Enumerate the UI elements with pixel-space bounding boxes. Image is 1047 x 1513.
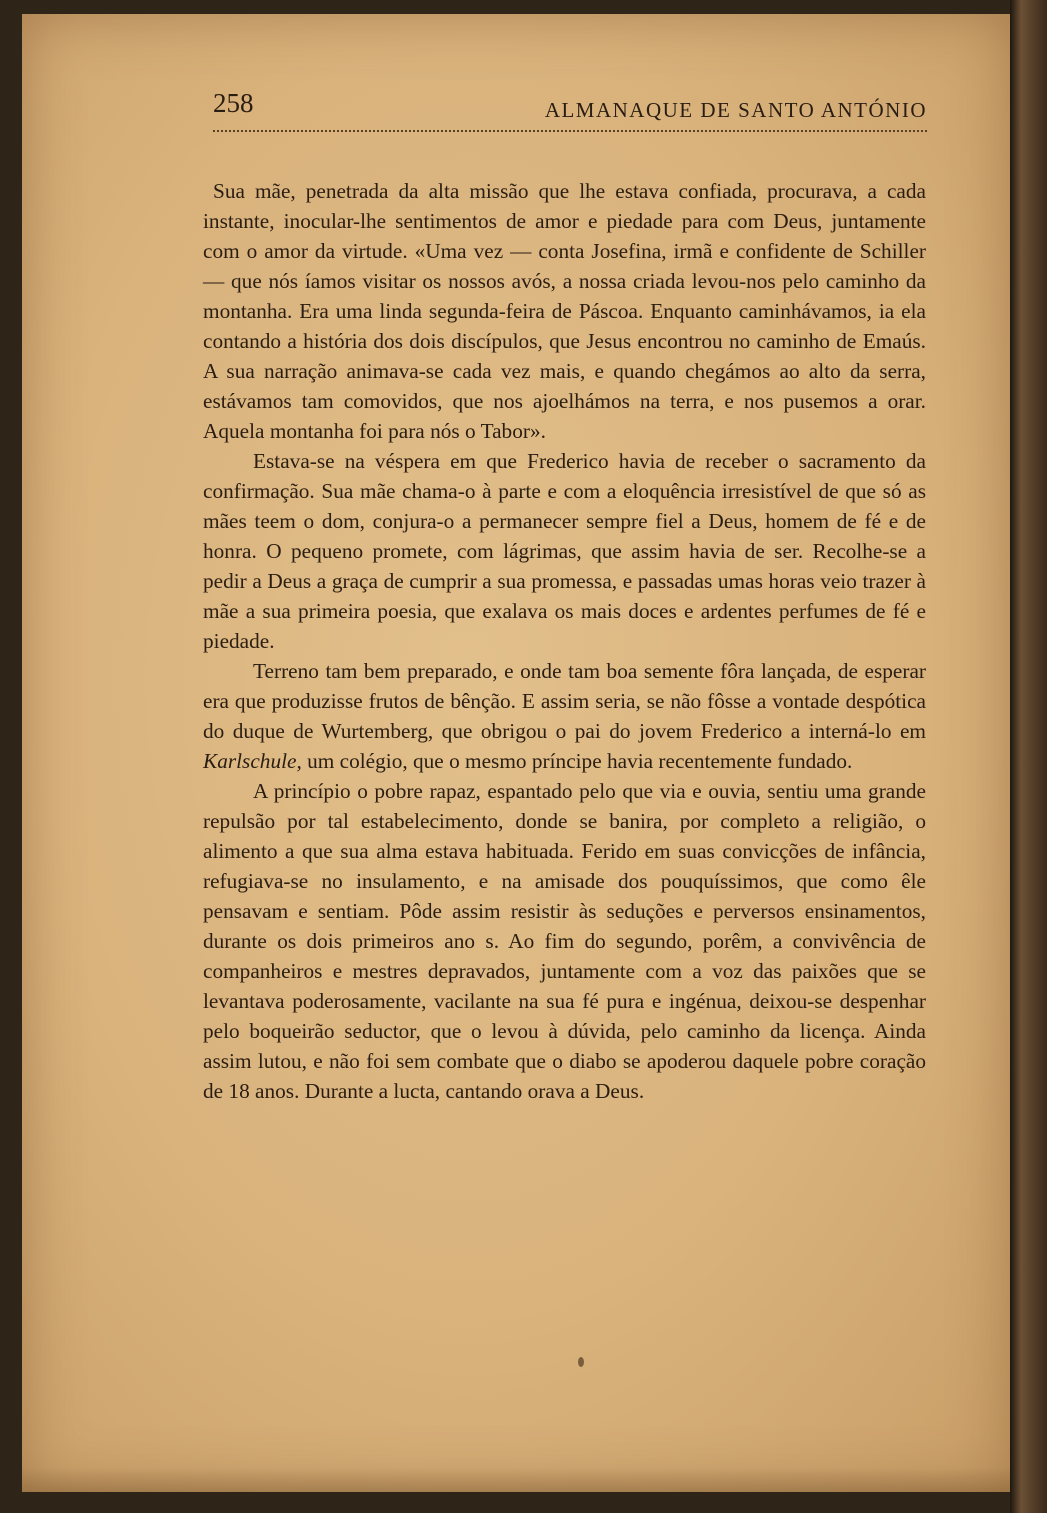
page-number: 258	[213, 88, 254, 118]
page-header	[213, 86, 927, 126]
paragraph-1: Sua mãe, penetrada da alta missão que lhe estava confiada, procurava, a cada instante, inocular-lhe sentimentos de amor e piedade para com Deus, juntamente com o amor da virtude. «Uma vez — conta Josefina, irmã e confidente de Schiller — que nós íamos visitar os nossos avós, a nossa criada levou-nos pelo caminho da montanha. Era uma linda segunda-feira de Páscoa. Enquanto caminhávamos, ia ela contando a história dos dois discípulos, que Jesus encontrou no caminho de Emaús. A sua narração animava-se cada vez mais, e quando chegámos ao alto da serra, estávamos tam comovidos, que nos ajoelhámos na terra, e nos pusemos a orar. Aquela montanha foi para nós o Tabor».	[203, 179, 926, 443]
paragraph-4: A princípio o pobre rapaz, espantado pelo que via e ouvia, sentiu uma grande repulsão por tal estabelecimento, donde se banira, por completo a religião, o alimento a que sua alma estava habituada. Ferido em suas convicções de infância, refugiava-se no insulamento, e na amisade dos pouquíssimos, que como êle pensavam e sentiam. Pôde assim resistir às seduções e perversos ensinamentos, durante os dois primeiros ano s. Ao fim do segundo, porêm, a convivência de companheiros e mestres depravados, juntamente com a voz das paixões que se levantava poderosamente, vacilante na sua fé pura e ingénua, deixou-se despenhar pelo boqueirão seductor, que o levou à dúvida, pelo caminho da licença. Ainda assim lutou, e não foi sem combate que o diabo se apoderou daquele pobre coração de 18 anos. Durante a lucta, cantando orava a Deus.	[203, 779, 926, 1103]
book-page-bottom-shadow	[22, 1468, 1010, 1492]
paragraph-3-text-after: um colégio, que o mesmo príncipe havia recentemente fundado.	[301, 749, 853, 773]
header-divider	[213, 130, 927, 132]
body-text	[203, 176, 926, 1106]
paragraph-3	[203, 656, 926, 776]
paragraph-3-italic-term: Karlschule,	[203, 749, 302, 773]
book-page-edge	[1010, 0, 1047, 1513]
ink-speck	[578, 1357, 584, 1367]
running-head: ALMANAQUE DE SANTO ANTÓNIO	[544, 98, 927, 122]
paragraph-2: Estava-se na véspera em que Frederico havia de receber o sacramento da confirmação. Sua mãe chama-o à parte e com a eloquência irresistível de que só as mães teem o dom, conjura-o a permanecer sempre fiel a Deus, homem de fé e de honra. O pequeno promete, com lágrimas, que assim havia de ser. Recolhe-se a pedir a Deus a graça de cumprir a sua promessa, e passadas umas horas veio trazer à mãe a sua primeira poesia, que exalava os mais doces e ardentes perfumes de fé e piedade.	[203, 449, 926, 653]
paragraph-3-text-before: Terreno tam bem preparado, e onde tam boa semente fôra lançada, de esperar era que produzisse frutos de bênção. E assim seria, se não fôsse a vontade despótica do duque de Wurtemberg, que obrigou o pai do jovem Frederico a interná-lo em	[203, 659, 926, 743]
